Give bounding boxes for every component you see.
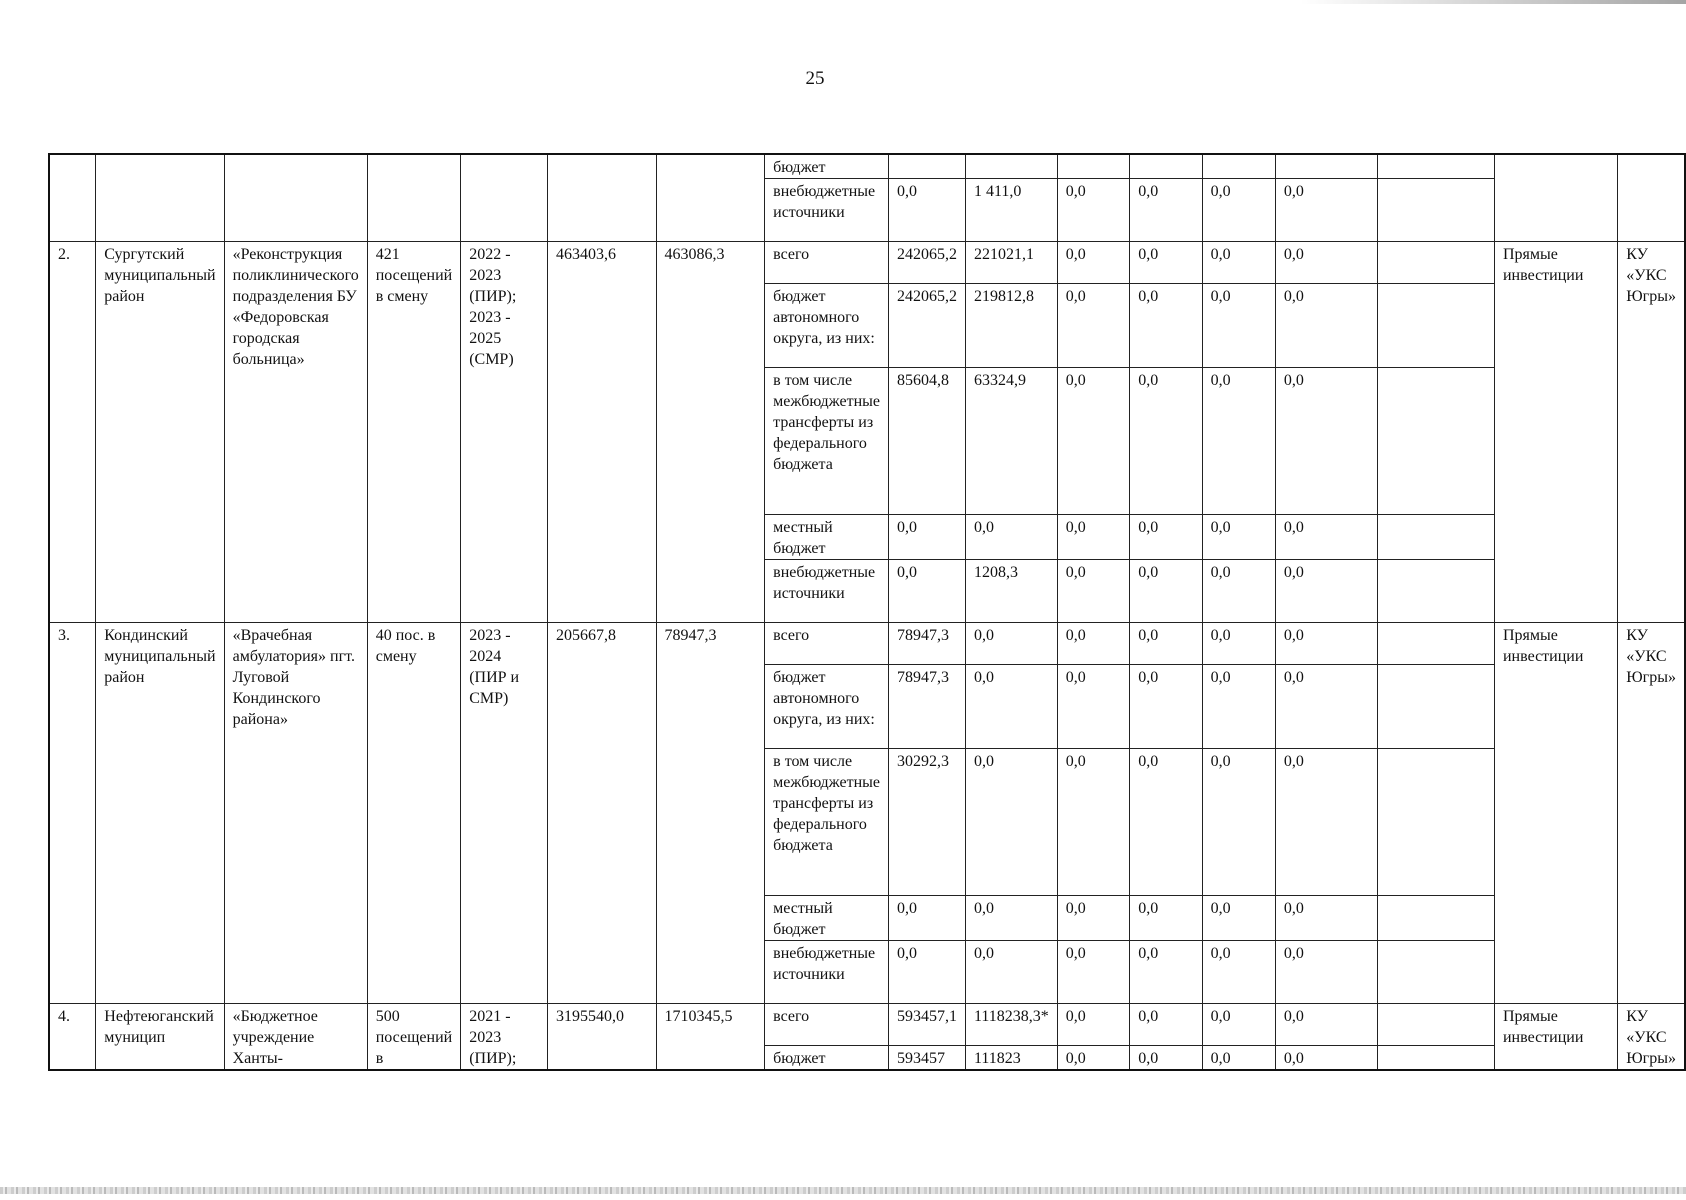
value-cell: 0,0 [1202, 665, 1275, 749]
empty-cell [224, 154, 367, 242]
object-name: «Реконструкция поликлинического подразделения БУ «Федоровская городская больница» [224, 242, 367, 623]
continuation-row [49, 154, 1685, 179]
filler-cell [1377, 515, 1494, 560]
funding-source: внебюджетные источники [765, 560, 889, 623]
filler-cell [1377, 154, 1494, 179]
value-cell [1130, 154, 1202, 179]
value-cell: 221021,1 [965, 242, 1057, 284]
value-cell: 0,0 [888, 941, 965, 1004]
value-cell: 0,0 [1275, 515, 1377, 560]
value-cell: 0,0 [1057, 941, 1129, 1004]
funding-source: внебюджетные источники [765, 941, 889, 1004]
value-cell: 0,0 [888, 896, 965, 941]
value-cell: 0,0 [1202, 515, 1275, 560]
cost-remaining: 1710345,5 [656, 1004, 765, 1071]
funding-source: всего [765, 1004, 889, 1046]
scan-artifact-top [1300, 0, 1686, 4]
funding-source: бюджет автономного округа, из них: [765, 284, 889, 368]
project-row [49, 1004, 1685, 1046]
value-cell: 0,0 [1130, 665, 1202, 749]
value-cell: 78947,3 [888, 623, 965, 665]
value-cell: 1208,3 [965, 560, 1057, 623]
value-cell: 0,0 [1130, 749, 1202, 896]
value-cell: 593457,1 [888, 1004, 965, 1046]
value-cell: 85604,8 [888, 368, 965, 515]
value-cell: 0,0 [1130, 179, 1202, 242]
value-cell: 0,0 [1130, 941, 1202, 1004]
value-cell: 593457 [888, 1046, 965, 1071]
value-cell: 0,0 [1202, 1046, 1275, 1071]
value-cell: 0,0 [965, 896, 1057, 941]
value-cell: 0,0 [965, 749, 1057, 896]
customer: КУ «УКС Югры» [1618, 242, 1685, 623]
value-cell: 0,0 [1202, 368, 1275, 515]
funding-source: всего [765, 242, 889, 284]
page-number: 25 [805, 68, 825, 89]
scan-artifact-bottom [0, 1187, 1686, 1194]
value-cell: 0,0 [1130, 560, 1202, 623]
value-cell: 111823 [965, 1046, 1057, 1071]
project-row [49, 623, 1685, 665]
value-cell: 0,0 [1275, 896, 1377, 941]
value-cell: 0,0 [1202, 749, 1275, 896]
value-cell: 1118238,3* [965, 1004, 1057, 1046]
filler-cell [1377, 1004, 1494, 1046]
funding-source: бюджет автономного округа, из них: [765, 665, 889, 749]
value-cell: 0,0 [1202, 1004, 1275, 1046]
funding-mechanism: Прямые инвестиции [1494, 1004, 1617, 1071]
value-cell: 0,0 [1202, 242, 1275, 284]
value-cell [888, 154, 965, 179]
capacity: 40 пос. в смену [367, 623, 460, 1004]
value-cell: 0,0 [1275, 242, 1377, 284]
value-cell: 0,0 [1275, 1004, 1377, 1046]
empty-cell [656, 154, 765, 242]
value-cell: 30292,3 [888, 749, 965, 896]
filler-cell [1377, 179, 1494, 242]
empty-cell [461, 154, 548, 242]
value-cell: 0,0 [1057, 665, 1129, 749]
value-cell: 0,0 [1275, 368, 1377, 515]
customer: КУ «УКС Югры» [1618, 1004, 1685, 1071]
object-name: «Врачебная амбулатория» пгт. Луговой Кондинского района» [224, 623, 367, 1004]
value-cell [965, 154, 1057, 179]
municipality: Сургутский муниципальный район [96, 242, 224, 623]
value-cell: 0,0 [1057, 623, 1129, 665]
municipality: Кондинский муниципальный район [96, 623, 224, 1004]
value-cell [1202, 154, 1275, 179]
value-cell: 0,0 [1275, 749, 1377, 896]
filler-cell [1377, 749, 1494, 896]
period: 2022 - 2023 (ПИР); 2023 - 2025 (СМР) [461, 242, 548, 623]
filler-cell [1377, 368, 1494, 515]
funding-mechanism: Прямые инвестиции [1494, 242, 1617, 623]
capacity: 421 посещений в смену [367, 242, 460, 623]
value-cell: 0,0 [1057, 284, 1129, 368]
investment-table [48, 153, 1686, 1071]
project-number: 3. [49, 623, 96, 1004]
value-cell: 0,0 [1275, 179, 1377, 242]
value-cell: 0,0 [1275, 284, 1377, 368]
value-cell: 0,0 [1130, 284, 1202, 368]
value-cell: 1 411,0 [965, 179, 1057, 242]
empty-cell [49, 154, 96, 242]
empty-cell [96, 154, 224, 242]
value-cell: 0,0 [888, 515, 965, 560]
value-cell: 0,0 [1275, 665, 1377, 749]
value-cell: 0,0 [1130, 896, 1202, 941]
cost-remaining: 78947,3 [656, 623, 765, 1004]
project-number: 2. [49, 242, 96, 623]
value-cell: 0,0 [1130, 242, 1202, 284]
value-cell: 0,0 [1202, 941, 1275, 1004]
value-cell: 0,0 [965, 941, 1057, 1004]
value-cell: 0,0 [1202, 896, 1275, 941]
period: 2021 - 2023 (ПИР); [461, 1004, 548, 1071]
value-cell: 242065,2 [888, 284, 965, 368]
value-cell: 0,0 [1130, 368, 1202, 515]
value-cell: 78947,3 [888, 665, 965, 749]
empty-cell [547, 154, 656, 242]
value-cell: 0,0 [965, 623, 1057, 665]
funding-source: местный бюджет [765, 896, 889, 941]
filler-cell [1377, 284, 1494, 368]
value-cell: 0,0 [1057, 749, 1129, 896]
value-cell: 0,0 [1057, 179, 1129, 242]
value-cell: 63324,9 [965, 368, 1057, 515]
value-cell: 0,0 [1275, 560, 1377, 623]
project-row [49, 242, 1685, 284]
funding-source: внебюджетные источники [765, 179, 889, 242]
value-cell: 0,0 [1202, 560, 1275, 623]
value-cell: 0,0 [1130, 623, 1202, 665]
period: 2023 - 2024 (ПИР и СМР) [461, 623, 548, 1004]
empty-cell [367, 154, 460, 242]
filler-cell [1377, 560, 1494, 623]
value-cell [1057, 154, 1129, 179]
cost-total: 463403,6 [547, 242, 656, 623]
value-cell: 0,0 [1057, 1046, 1129, 1071]
value-cell: 0,0 [1130, 515, 1202, 560]
filler-cell [1377, 665, 1494, 749]
empty-cell [1618, 154, 1685, 242]
value-cell: 0,0 [1275, 941, 1377, 1004]
customer: КУ «УКС Югры» [1618, 623, 1685, 1004]
funding-source: в том числе межбюджетные трансферты из федерального бюджета [765, 368, 889, 515]
value-cell: 0,0 [888, 179, 965, 242]
value-cell: 0,0 [1275, 623, 1377, 665]
value-cell: 0,0 [1275, 1046, 1377, 1071]
funding-source: местный бюджет [765, 515, 889, 560]
funding-source: всего [765, 623, 889, 665]
filler-cell [1377, 896, 1494, 941]
value-cell: 0,0 [1202, 623, 1275, 665]
object-name: «Бюджетное учреждение Ханты- [224, 1004, 367, 1071]
value-cell: 0,0 [1057, 515, 1129, 560]
filler-cell [1377, 242, 1494, 284]
value-cell: 0,0 [1130, 1046, 1202, 1071]
value-cell: 0,0 [965, 665, 1057, 749]
funding-source: бюджет [765, 1046, 889, 1071]
municipality: Нефтеюганский муницип [96, 1004, 224, 1071]
filler-cell [1377, 1046, 1494, 1071]
value-cell: 0,0 [1057, 896, 1129, 941]
value-cell: 0,0 [1057, 560, 1129, 623]
value-cell: 219812,8 [965, 284, 1057, 368]
value-cell: 0,0 [965, 515, 1057, 560]
filler-cell [1377, 941, 1494, 1004]
empty-cell [1494, 154, 1617, 242]
capacity: 500 посещений в [367, 1004, 460, 1071]
table-body [49, 154, 1685, 1070]
value-cell: 0,0 [1057, 368, 1129, 515]
funding-mechanism: Прямые инвестиции [1494, 623, 1617, 1004]
cost-remaining: 463086,3 [656, 242, 765, 623]
value-cell [1275, 154, 1377, 179]
value-cell: 0,0 [1130, 1004, 1202, 1046]
cost-total: 205667,8 [547, 623, 656, 1004]
funding-source: бюджет [765, 154, 889, 179]
value-cell: 0,0 [1202, 179, 1275, 242]
filler-cell [1377, 623, 1494, 665]
value-cell: 0,0 [888, 560, 965, 623]
value-cell: 242065,2 [888, 242, 965, 284]
value-cell: 0,0 [1057, 1004, 1129, 1046]
funding-source: в том числе межбюджетные трансферты из федерального бюджета [765, 749, 889, 896]
cost-total: 3195540,0 [547, 1004, 656, 1071]
value-cell: 0,0 [1057, 242, 1129, 284]
value-cell: 0,0 [1202, 284, 1275, 368]
project-number: 4. [49, 1004, 96, 1071]
